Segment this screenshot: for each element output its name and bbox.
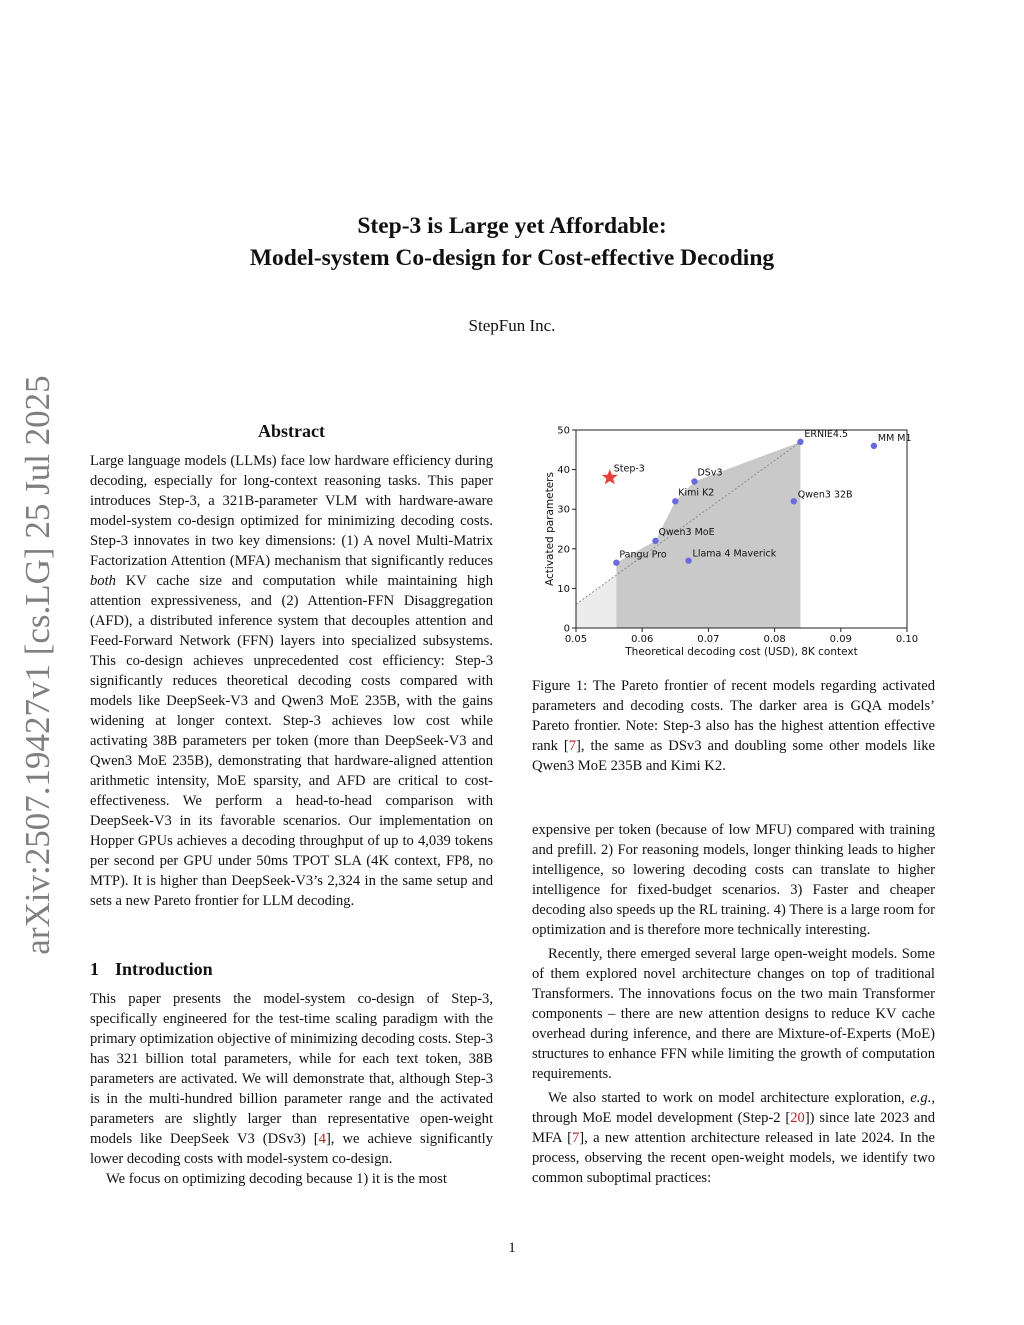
title-line-1: Step-3 is Large yet Affordable:	[357, 213, 667, 239]
pareto-chart	[532, 420, 942, 660]
abstract-heading: Abstract	[258, 421, 325, 441]
paragraph: Recently, there emerged several large open-weight models. Some of them explored novel architecture changes on top of traditional Transformers. The innovations focus on the two main Transformer components – there are new attention designs to reduce KV cache overhead during inference, and there are Mixture-of-Experts (MoE) structures to enhance FFN while limiting the growth of computation requirements.	[532, 946, 935, 1082]
y-tick-label: 10	[557, 583, 570, 595]
page-number: 1	[508, 1240, 516, 1256]
data-point-label: DSv3	[697, 467, 723, 479]
y-tick-label: 20	[557, 544, 570, 556]
authors: StepFun Inc.	[468, 316, 556, 335]
data-point-label: Qwen3 32B	[797, 489, 853, 501]
data-point	[685, 557, 691, 563]
y-tick-label: 30	[557, 504, 570, 516]
citation-link[interactable]: 7	[568, 738, 577, 754]
y-tick-label: 50	[557, 425, 570, 437]
abstract-text: Large language models (LLMs) face low hardware efficiency during decoding, especially for long-context reasoning tasks. This paper introduces Step-3, a 321B-parameter VLM with hardware-aware model-system co-design optimized for minimizing decoding costs. Step-3 innovates in two key dimensions: (1) A novel Multi-Matrix Factorization Attention (MFA) mechanism that significantly reduces both KV cache size and computation while maintaining high attention expressiveness, and (2) Attention-FFN Disaggregation (AFD), a distributed inference system that decouples attention and Feed-Forward Network (FFN) layers into specialized subsystems. This co-design achieves unprecedented cost efficiency: Step-3 significantly reduces theoretical decoding costs compared with models like DeepSeek-V3 and Qwen3 MoE 235B, with the gains widening at longer context. Step-3 achieves low cost while activating 38B parameters per token (more than DeepSeek-V3 and Qwen3 MoE 235B), demonstrating that hardware-aligned attention arithmetic intensity, MoE sparsity, and AFD are critical to cost-effectiveness. We perform a head-to-head comparison with DeepSeek-V3 in its favorable scenarios. Our implementation on Hopper GPUs achieves a decoding throughput of up to 4,039 tokens per second per GPU under 50ms TPOT SLA (4K context, FP8, no MTP). It is higher than DeepSeek-V3’s 2,324 in the same setup and sets a new Pareto frontier for LLM decoding.	[90, 453, 493, 909]
x-tick-label: 0.09	[829, 634, 852, 645]
data-point-label: ERNIE4.5	[804, 428, 849, 440]
x-tick-label: 0.06	[631, 634, 654, 645]
data-point	[652, 538, 658, 544]
data-point-label: Pangu Pro	[619, 549, 667, 561]
paper-title	[0, 210, 1024, 274]
data-point-label: Llama 4 Maverick	[692, 548, 777, 560]
data-point-label: MM M1	[877, 432, 912, 444]
x-axis-label: Theoretical decoding cost (USD), 8K context	[625, 646, 858, 658]
data-point-label: Kimi K2	[678, 487, 715, 499]
data-point	[691, 478, 697, 484]
data-point	[871, 443, 877, 449]
data-point	[797, 439, 803, 445]
citation-link[interactable]: 20	[790, 1110, 805, 1126]
x-tick-label: 0.10	[895, 634, 919, 645]
title-line-2: Model-system Co-design for Cost-effective Decoding	[249, 245, 775, 271]
section-heading-introduction: 1 Introduction	[90, 959, 213, 979]
introduction-left-column	[90, 989, 493, 1189]
x-tick-label: 0.05	[564, 634, 588, 645]
x-tick-label: 0.08	[763, 634, 786, 645]
y-axis-label: Activated parameters	[544, 472, 556, 586]
paragraph: This paper presents the model-system co-design of Step-3, specifically engineered for the test-time scaling paradigm with the primary optimization objective of minimizing decoding costs. Step-3 has 321 billion total parameters, while for each text token, 38B parameters are activated. We will demonstrate that, although Step-3 is in the multi-hundred billion parameter range and the activated parameters are slightly larger than representative open-weight models like DeepSeek V3 (DSv3) [4], we achieve significantly lower decoding costs with model-system co-design.	[90, 991, 493, 1167]
data-point-label: Qwen3 MoE	[658, 526, 715, 538]
arxiv-identifier: arXiv:2507.19427v1 [cs.LG] 25 Jul 2025	[18, 375, 57, 955]
data-point-label: Step-3	[613, 463, 645, 475]
data-point	[791, 498, 797, 504]
data-point	[672, 498, 678, 504]
y-tick-label: 0	[563, 623, 570, 635]
paragraph: We also started to work on model architecture exploration, e.g., through MoE model development (Step-2 [20]) since late 2023 and MFA [7], a new attention architecture released in late 2024. In the process, observing the recent open-weight models, we identify two common suboptimal practices:	[532, 1090, 935, 1186]
y-tick-label: 40	[557, 465, 570, 477]
citation-link[interactable]: 7	[571, 1130, 580, 1146]
citation-link[interactable]: 4	[318, 1131, 326, 1147]
introduction-right-column	[532, 820, 935, 1188]
figure-caption: Figure 1: The Pareto frontier of recent models regarding activated parameters and decoding costs. The darker area is GQA models’ Pareto frontier. Note: Step-3 also has the highest attention effective rank [7], the same as DSv3 and doubling some other models like Qwen3 MoE 235B and Kimi K2.	[532, 678, 935, 774]
paragraph: expensive per token (because of low MFU) compared with training and prefill. 2) For reasoning models, longer thinking leads to higher intelligence, so lowering decoding costs can translate to higher intelligence for fixed-budget scenarios. 3) Faster and cheaper decoding also speeds up the RL training. 4) There is a large room for optimization and is therefore more technically interesting.	[532, 822, 935, 938]
paragraph: We focus on optimizing decoding because 1) it is the most	[106, 1171, 447, 1187]
x-tick-label: 0.07	[697, 634, 720, 645]
